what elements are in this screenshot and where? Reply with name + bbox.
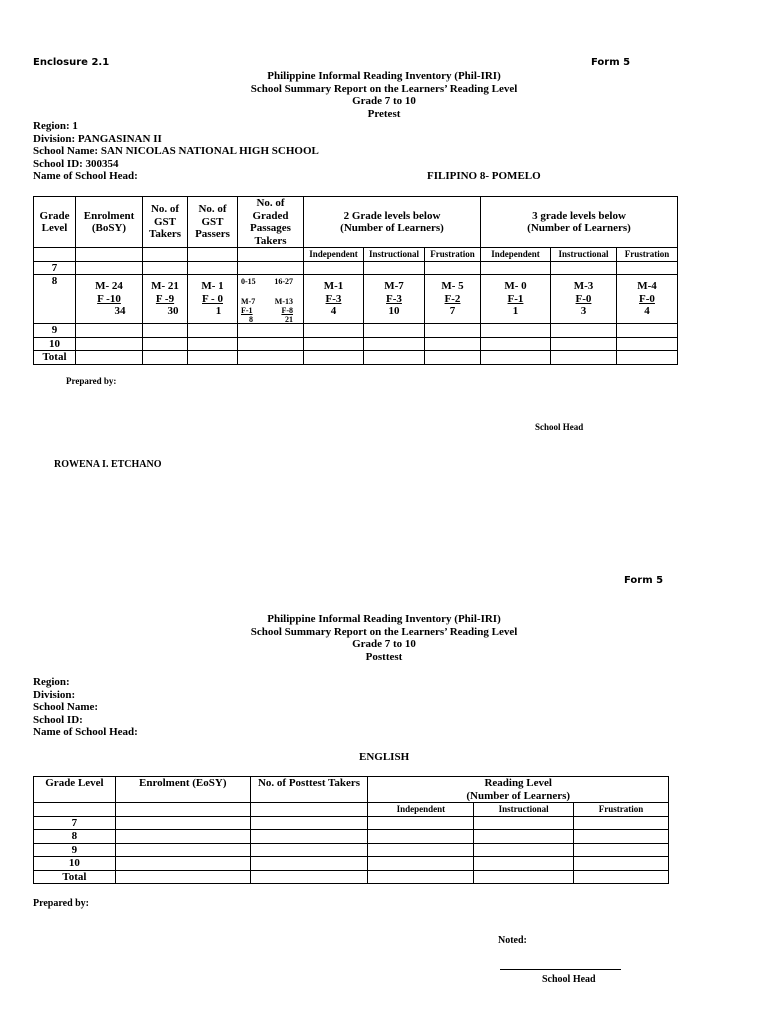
region-field: Region:: [33, 676, 70, 688]
report-subtitle: School Summary Report on the Learners’ Reading Level: [250, 625, 518, 638]
school-info-block: [33, 676, 138, 739]
header-two-grade-levels-below: 2 Grade levels below (Number of Learners): [304, 197, 481, 248]
posttest-summary-table: [33, 776, 669, 884]
school-head-label: School Head: [535, 422, 584, 432]
header-three-grade-levels-below: 3 grade levels below (Number of Learners): [481, 197, 678, 248]
pretest-title-block: [134, 70, 634, 120]
school-head-field: Name of School Head:: [33, 726, 138, 738]
pretest-summary-table: [33, 196, 678, 365]
school-head-field: Name of School Head:: [33, 170, 138, 182]
table-row: [34, 324, 678, 338]
header-gst-takers: No. of GST Takers: [143, 197, 188, 248]
school-id-field: School ID:: [33, 713, 83, 726]
subheader-instructional: Instructional: [364, 248, 425, 262]
form-number: Form 5: [591, 57, 631, 68]
header-posttest-takers: No. of Posttest Takers: [250, 777, 368, 803]
grade-cell: 7: [34, 816, 116, 830]
two-below-instructional-cell: M-7 F-3 10: [364, 275, 425, 324]
gst-takers-cell: M- 21 F -9 30: [143, 275, 188, 324]
table-subheader-row: [34, 803, 669, 817]
header-enrolment: Enrolment (EoSY): [115, 777, 250, 803]
school-id-field: School ID: 300354: [33, 157, 119, 170]
grade-cell: 8: [34, 830, 116, 844]
grade-range: Grade 7 to 10: [352, 95, 416, 107]
subheader-independent: Independent: [368, 803, 474, 817]
grade-cell: 7: [34, 261, 76, 275]
range-high-values: M-13 F-8 21: [274, 297, 293, 324]
grade-cell: 10: [34, 857, 116, 871]
graded-passages-cell: [238, 275, 304, 324]
grade-cell: 9: [34, 843, 116, 857]
table-subheader-row: [34, 248, 678, 262]
signature-line: [500, 969, 621, 970]
table-header-row: [34, 197, 678, 248]
prepared-by-label: Prepared by:: [66, 376, 117, 386]
school-head-label: School Head: [542, 974, 596, 985]
subheader-frustration: Frustration: [574, 803, 669, 817]
report-title: Philippine Informal Reading Inventory (Phil-IRI): [267, 70, 501, 82]
noted-label: Noted:: [498, 935, 527, 946]
posttest-title-block: [134, 613, 634, 663]
report-subtitle: School Summary Report on the Learners’ Reading Level: [250, 82, 518, 95]
header-grade-level: Grade Level: [34, 197, 76, 248]
subject-label: FILIPINO 8- POMELO: [427, 170, 541, 182]
region-field: Region: 1: [33, 120, 78, 132]
subheader-frustration: Frustration: [425, 248, 481, 262]
table-row: [34, 857, 669, 871]
enclosure-label: Enclosure 2.1: [33, 57, 110, 68]
three-below-instructional-cell: M-3 F-0 3: [551, 275, 617, 324]
three-below-frustration-cell: M-4 F-0 4: [617, 275, 678, 324]
grade-cell: 8: [34, 275, 76, 324]
subheader-instructional: Instructional: [551, 248, 617, 262]
range-high: 16-27: [274, 277, 293, 286]
gst-passers-cell: M- 1 F - 0 1: [188, 275, 238, 324]
table-row: [34, 275, 678, 324]
grade-cell: 9: [34, 324, 76, 338]
total-cell: Total: [34, 870, 116, 884]
three-below-independent-cell: M- 0 F-1 1: [481, 275, 551, 324]
grade-range: Grade 7 to 10: [352, 638, 416, 650]
header-reading-level: Reading Level (Number of Learners): [368, 777, 669, 803]
subject-label: ENGLISH: [359, 751, 410, 763]
report-title: Philippine Informal Reading Inventory (Phil-IRI): [267, 613, 501, 625]
preparer-name: ROWENA I. ETCHANO: [54, 459, 162, 470]
grade-cell: 10: [34, 337, 76, 351]
header-enrolment: Enrolment (BoSY): [76, 197, 143, 248]
prepared-by-label: Prepared by:: [33, 898, 90, 909]
table-row: [34, 816, 669, 830]
table-row: [34, 843, 669, 857]
table-row: [34, 870, 669, 884]
table-row: [34, 261, 678, 275]
subheader-independent: Independent: [304, 248, 364, 262]
school-name-field: School Name: SAN NICOLAS NATIONAL HIGH SCHOOL: [33, 145, 319, 157]
form-number: Form 5: [624, 575, 664, 586]
school-name-field: School Name:: [33, 701, 99, 713]
subheader-frustration: Frustration: [617, 248, 678, 262]
header-grade-level: Grade Level: [34, 777, 116, 803]
table-row: [34, 337, 678, 351]
division-field: Division: PANGASINAN II: [33, 132, 162, 145]
range-low: 0-15: [241, 277, 256, 286]
subheader-instructional: Instructional: [474, 803, 574, 817]
two-below-independent-cell: M-1 F-3 4: [304, 275, 364, 324]
table-row: [34, 351, 678, 365]
enrolment-cell: M- 24 F -10 34: [76, 275, 143, 324]
range-low-values: M-7 F-1 8: [241, 297, 256, 324]
header-graded-passages: No. of Graded Passages Takers: [238, 197, 304, 248]
test-type: Posttest: [365, 650, 403, 663]
school-info-block: [33, 120, 319, 183]
division-field: Division:: [33, 688, 76, 701]
table-row: [34, 830, 669, 844]
header-gst-passers: No. of GST Passers: [188, 197, 238, 248]
test-type: Pretest: [367, 107, 401, 120]
subheader-independent: Independent: [481, 248, 551, 262]
two-below-frustration-cell: M- 5 F-2 7: [425, 275, 481, 324]
total-cell: Total: [34, 351, 76, 365]
table-header-row: [34, 777, 669, 803]
